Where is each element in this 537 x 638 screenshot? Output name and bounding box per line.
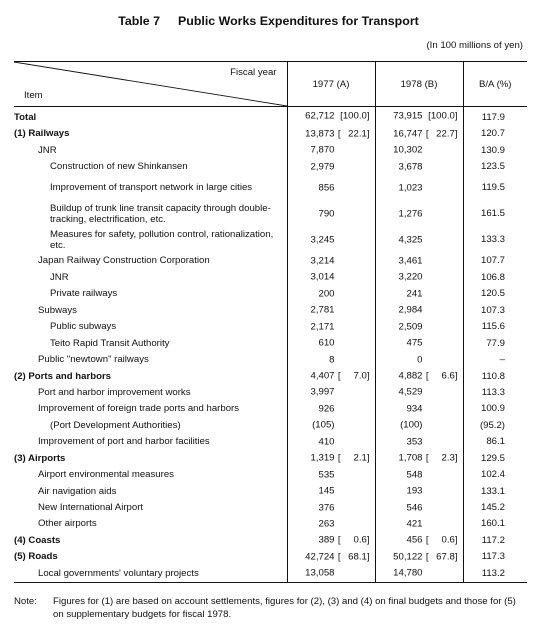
value-a: 200 — [318, 288, 335, 300]
value-a: 8 — [329, 354, 335, 366]
row-label: Private railways — [14, 286, 287, 302]
value-a-cell — [287, 335, 375, 351]
value-a-cell — [287, 401, 375, 417]
ratio-value: 120.5 — [480, 288, 505, 300]
row-label: Improvement of port and harbor facilities — [14, 434, 287, 450]
row-label: Subways — [14, 302, 287, 318]
value-b: 73,915 — [393, 110, 423, 122]
share-open-bracket: [ — [337, 452, 341, 464]
value-a: 3,245 — [310, 234, 335, 246]
table-body — [14, 107, 527, 583]
value-b-cell — [375, 175, 463, 201]
table-row — [14, 368, 527, 384]
ratio-value: 119.5 — [481, 182, 505, 194]
footnote — [14, 596, 527, 621]
row-label: Total — [14, 107, 287, 126]
value-b-cell — [375, 201, 463, 227]
unit-note: (In 100 millions of yen) — [426, 40, 523, 51]
value-a: 926 — [318, 403, 335, 415]
ratio-value: 113.3 — [481, 386, 505, 398]
value-b: 10,302 — [393, 144, 423, 156]
ratio-value: 86.1 — [486, 436, 505, 448]
table-title-text: Public Works Expenditures for Transport — [178, 14, 419, 28]
row-label: Construction of new Shinkansen — [14, 158, 287, 174]
ratio-value: 123.5 — [480, 161, 505, 173]
value-b-cell — [375, 368, 463, 384]
ratio-value: 107.3 — [480, 304, 505, 316]
share-value-a: 0.6] — [353, 534, 370, 546]
table-row — [14, 107, 527, 126]
table-row — [14, 142, 527, 158]
row-label: (2) Ports and harbors — [14, 368, 287, 384]
table-row — [14, 335, 527, 351]
value-a-cell — [287, 549, 375, 565]
table-row — [14, 175, 527, 201]
value-a-cell — [287, 269, 375, 285]
value-b: 16,747 — [393, 128, 423, 140]
value-b-cell — [375, 532, 463, 548]
value-a-cell — [287, 253, 375, 269]
row-label: Other airports — [14, 516, 287, 532]
value-a-cell — [287, 142, 375, 158]
share-value-a: 22.1] — [348, 128, 370, 140]
row-label: JNR — [14, 269, 287, 285]
value-b-cell — [375, 253, 463, 269]
value-a: 3,214 — [310, 255, 335, 267]
value-b-cell — [375, 483, 463, 499]
share-value-a: 2.1] — [353, 452, 370, 464]
table-row — [14, 319, 527, 335]
value-a-cell — [287, 368, 375, 384]
value-a: 1,319 — [310, 452, 335, 464]
table-row — [14, 269, 527, 285]
ratio-value: – — [499, 354, 505, 366]
share-open-bracket: [ — [337, 534, 341, 546]
value-b-cell — [375, 516, 463, 532]
value-b-cell — [375, 142, 463, 158]
table-row — [14, 158, 527, 174]
value-a-cell — [287, 450, 375, 466]
ratio-value: 133.1 — [480, 485, 505, 497]
table-row — [14, 253, 527, 269]
value-a: 42,724 — [305, 551, 335, 563]
value-b-cell — [375, 384, 463, 400]
table-row — [14, 227, 527, 253]
value-b: 3,678 — [398, 161, 423, 173]
value-b-cell — [375, 401, 463, 417]
value-b-cell — [375, 286, 463, 302]
value-b-cell — [375, 319, 463, 335]
value-a-cell — [287, 532, 375, 548]
ratio-value: 161.5 — [480, 208, 505, 220]
value-b: 456 — [406, 534, 423, 546]
share-value-b: [100.0] — [428, 110, 458, 122]
value-b-cell — [375, 335, 463, 351]
table-row — [14, 384, 527, 400]
value-a-cell — [287, 125, 375, 141]
row-label: New International Airport — [14, 499, 287, 515]
table-row — [14, 434, 527, 450]
value-a: 263 — [318, 518, 335, 530]
value-b-cell — [375, 565, 463, 582]
value-b: 14,780 — [393, 567, 423, 579]
ratio-value: 117.3 — [481, 551, 505, 563]
row-label: Public "newtown" railways — [14, 351, 287, 367]
footnote-text: Figures for (1) are based on account settlements, figures for (2), (3) and (4) on final budgets and those for (5) on supplementary budgets for fiscal 1978. — [53, 596, 516, 620]
value-b-cell — [375, 351, 463, 367]
table-row — [14, 466, 527, 482]
share-open-bracket: [ — [425, 128, 429, 140]
value-a: 4,407 — [310, 370, 335, 382]
ratio-value: 133.3 — [480, 234, 505, 246]
ratio-value: 115.6 — [481, 321, 505, 333]
value-b-cell — [375, 125, 463, 141]
value-a-cell — [287, 107, 375, 126]
value-b-cell — [375, 499, 463, 515]
row-label: Improvement of foreign trade ports and harbors — [14, 401, 287, 417]
value-b: 1,708 — [398, 452, 423, 464]
value-b: 2,509 — [398, 321, 423, 333]
value-b-cell — [375, 549, 463, 565]
value-a: 2,979 — [310, 161, 335, 173]
ratio-value: 117.2 — [481, 534, 505, 546]
header-row — [14, 62, 527, 107]
value-a: 410 — [318, 436, 335, 448]
table-row — [14, 532, 527, 548]
value-a-cell — [287, 319, 375, 335]
value-b: 1,023 — [398, 182, 423, 194]
row-label: Buildup of trunk line transit capacity through double-tracking, electrification, etc. — [14, 201, 287, 227]
row-label: (5) Roads — [14, 549, 287, 565]
table-title — [0, 14, 537, 28]
value-b-cell — [375, 434, 463, 450]
share-value-b: 22.7] — [436, 128, 458, 140]
table-row — [14, 286, 527, 302]
ratio-value: 117.9 — [481, 111, 505, 123]
ratio-value: 145.2 — [480, 502, 505, 514]
table-row — [14, 483, 527, 499]
table-row — [14, 499, 527, 515]
value-a: 3,014 — [310, 271, 335, 283]
row-label: (3) Airports — [14, 450, 287, 466]
value-b-cell — [375, 466, 463, 482]
value-a-cell — [287, 516, 375, 532]
share-open-bracket: [ — [337, 128, 341, 140]
header-diagonal-cell — [14, 62, 287, 107]
row-label: Air navigation aids — [14, 483, 287, 499]
value-a-cell — [287, 227, 375, 253]
share-value-a: 68.1] — [348, 551, 370, 563]
value-b-cell — [375, 450, 463, 466]
value-a-cell — [287, 175, 375, 201]
share-open-bracket: [ — [425, 534, 429, 546]
value-a-cell — [287, 499, 375, 515]
value-b: 4,529 — [398, 386, 423, 398]
value-a-cell — [287, 434, 375, 450]
ratio-value: 129.5 — [480, 452, 505, 464]
value-a-cell — [287, 417, 375, 433]
value-a-cell — [287, 286, 375, 302]
share-value-b: 67.8] — [436, 551, 458, 563]
value-a-cell — [287, 565, 375, 582]
ratio-value: 160.1 — [480, 518, 505, 530]
row-label: Teito Rapid Transit Authority — [14, 335, 287, 351]
value-b: 546 — [406, 502, 423, 514]
value-a: 3,997 — [310, 386, 335, 398]
ratio-value: 113.2 — [463, 565, 527, 582]
value-b-cell — [375, 302, 463, 318]
header-fiscal-year: Fiscal year — [230, 67, 277, 78]
value-a-cell — [287, 351, 375, 367]
table-number: Table 7 — [118, 14, 161, 28]
value-a-cell — [287, 201, 375, 227]
value-b: 50,122 — [393, 551, 423, 563]
value-a: 145 — [318, 485, 335, 497]
value-a-cell — [287, 466, 375, 482]
row-label: Public subways — [14, 319, 287, 335]
row-label: JNR — [14, 142, 287, 158]
row-label: Japan Railway Construction Corporation — [14, 253, 287, 269]
value-a: 2,781 — [310, 304, 335, 316]
value-a-cell — [287, 384, 375, 400]
table-row — [14, 401, 527, 417]
table-row — [14, 351, 527, 367]
value-a: 610 — [318, 337, 335, 349]
row-label: (1) Railways — [14, 125, 287, 141]
value-a: 2,171 — [310, 321, 335, 333]
header-col-a: 1977 (A) — [287, 62, 375, 107]
value-a: 13,058 — [305, 567, 335, 579]
row-label: (Port Development Authorities) — [14, 417, 287, 433]
value-b: 241 — [406, 288, 423, 300]
value-a: (105) — [312, 419, 335, 431]
row-label: Local governments' voluntary projects — [14, 565, 287, 582]
ratio-value: 130.9 — [480, 144, 505, 156]
row-label: Port and harbor improvement works — [14, 384, 287, 400]
value-b: 934 — [406, 403, 423, 415]
value-a-cell — [287, 483, 375, 499]
table-row — [14, 417, 527, 433]
row-label: Measures for safety, pollution control, rationalization, etc. — [14, 227, 287, 253]
share-value-b: 0.6] — [441, 534, 458, 546]
ratio-value: 107.7 — [480, 255, 505, 267]
value-b: 4,882 — [398, 370, 423, 382]
table-row — [14, 302, 527, 318]
value-a: 62,712 — [305, 110, 335, 122]
value-b: 2,984 — [398, 304, 423, 316]
ratio-value: 106.8 — [480, 271, 505, 283]
value-b-cell — [375, 269, 463, 285]
value-b: 0 — [417, 354, 423, 366]
value-a: 790 — [318, 208, 335, 220]
share-open-bracket: [ — [425, 452, 429, 464]
ratio-value: 102.4 — [480, 469, 505, 481]
value-b-cell — [375, 227, 463, 253]
table-row — [14, 565, 527, 582]
table-row — [14, 125, 527, 141]
share-value-b: 6.6] — [441, 370, 458, 382]
value-a: 376 — [318, 502, 335, 514]
value-a: 389 — [318, 534, 335, 546]
value-b: 1,276 — [398, 208, 423, 220]
share-value-a: 7.0] — [353, 370, 370, 382]
header-item: Item — [24, 90, 43, 101]
ratio-value: 120.7 — [480, 128, 505, 140]
share-open-bracket: [ — [337, 370, 341, 382]
value-b: 353 — [406, 436, 423, 448]
ratio-value: (95.2) — [479, 419, 505, 431]
header-col-b: 1978 (B) — [375, 62, 463, 107]
value-b: 4,325 — [398, 234, 423, 246]
ratio-value: 77.9 — [486, 337, 505, 349]
value-a-cell — [287, 158, 375, 174]
footnote-label: Note: — [14, 596, 37, 607]
table-row — [14, 549, 527, 565]
table-row — [14, 516, 527, 532]
row-label: Improvement of transport network in large cities — [14, 175, 287, 201]
header-col-ratio: B/A (%) — [463, 62, 527, 107]
ratio-value: 110.8 — [481, 370, 505, 382]
value-b: 548 — [406, 469, 423, 481]
value-a-cell — [287, 302, 375, 318]
value-b-cell — [375, 158, 463, 174]
value-a: 7,870 — [310, 144, 335, 156]
share-value-a: [100.0] — [340, 110, 370, 122]
value-b: 475 — [406, 337, 423, 349]
share-open-bracket: [ — [425, 370, 429, 382]
value-b: 3,220 — [398, 271, 423, 283]
row-label: (4) Coasts — [14, 532, 287, 548]
share-open-bracket: [ — [425, 551, 429, 563]
value-b: (100) — [400, 419, 423, 431]
row-label: Airport environmental measures — [14, 466, 287, 482]
share-open-bracket: [ — [337, 551, 341, 563]
value-a: 13,873 — [305, 128, 335, 140]
value-b: 421 — [406, 518, 423, 530]
value-a: 856 — [318, 182, 335, 194]
value-a: 535 — [318, 469, 335, 481]
table-row — [14, 450, 527, 466]
table-row — [14, 201, 527, 227]
value-b-cell — [375, 417, 463, 433]
value-b: 193 — [406, 485, 423, 497]
ratio-value: 100.9 — [480, 403, 505, 415]
expenditures-table — [14, 61, 527, 583]
value-b-cell — [375, 107, 463, 126]
share-value-b: 2.3] — [441, 452, 458, 464]
value-b: 3,461 — [398, 255, 423, 267]
